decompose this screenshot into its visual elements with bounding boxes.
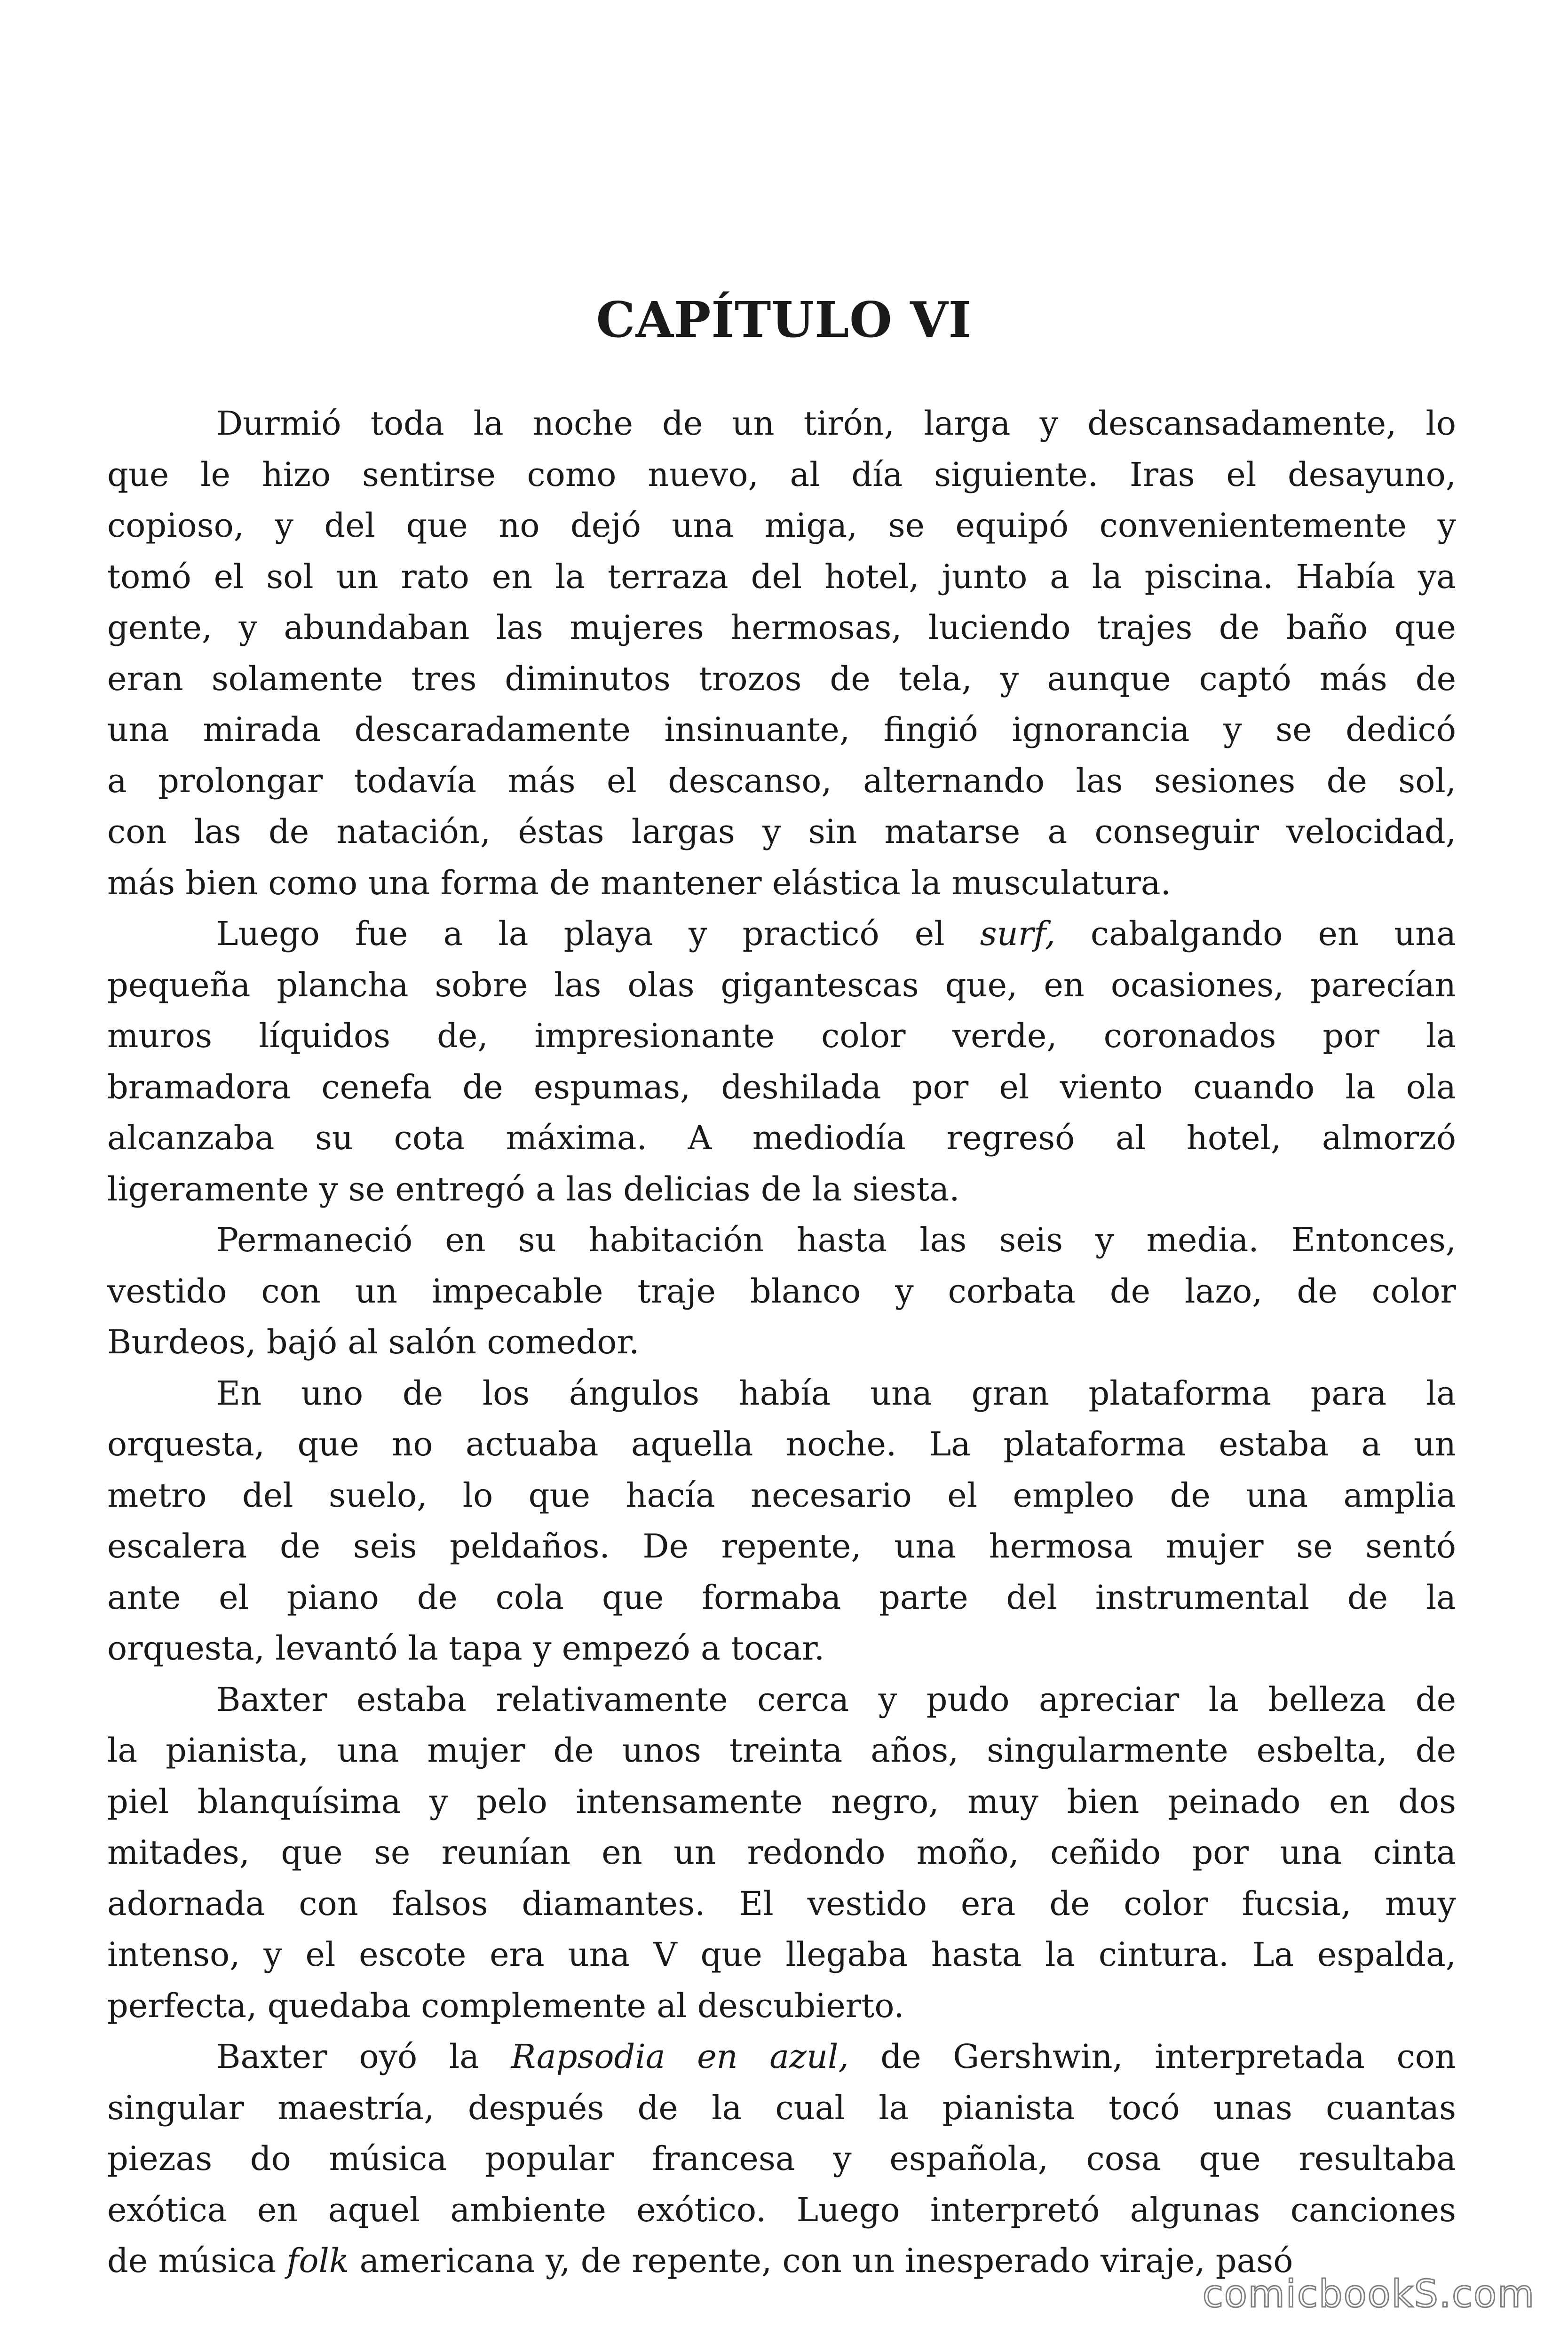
chapter-title: CAPÍTULO VI — [596, 291, 972, 349]
text-segment: piezas do música popular francesa y española, cosa que resultaba — [107, 2139, 1456, 2178]
text-line — [107, 449, 1456, 501]
text-line — [107, 602, 1456, 653]
text-segment: escalera de seis peldaños. De repente, una hermosa mujer se sentó — [107, 1527, 1456, 1565]
text-segment: Permaneció en su habitación hasta las seis y media. Entonces, — [216, 1221, 1456, 1259]
text-segment: eran solamente tres diminutos trozos de tela, y aunque captó más de — [107, 659, 1456, 698]
text-line — [107, 1521, 1456, 1572]
text-line — [107, 1368, 1456, 1419]
italic-text: folk — [286, 2241, 349, 2280]
text-segment: pequeña plancha sobre las olas gigantescas que, en ocasiones, parecían — [107, 965, 1456, 1004]
text-line — [107, 1215, 1456, 1266]
text-line — [107, 1419, 1456, 1470]
text-line — [107, 806, 1456, 858]
watermark-logo: comicbookS.com — [1202, 2272, 1535, 2316]
text-segment: perfecta, quedaba complemente al descubierto. — [107, 1986, 904, 2025]
text-segment: bramadora cenefa de espumas, deshilada por el viento cuando la ola — [107, 1067, 1456, 1106]
paragraph — [107, 1674, 1456, 2032]
text-line — [107, 1317, 1456, 1368]
paragraph — [107, 2031, 1456, 2287]
text-segment: alcanzaba su cota máxima. A mediodía regresó al hotel, almorzó — [107, 1119, 1456, 1157]
text-segment: gente, y abundaban las mujeres hermosas, luciendo trajes de baño que — [107, 608, 1456, 647]
text-line — [107, 1776, 1456, 1828]
text-line — [107, 1929, 1456, 1980]
text-segment: de música — [107, 2241, 287, 2280]
text-line — [107, 1470, 1456, 1521]
paragraph — [107, 1368, 1456, 1674]
text-segment: una mirada descaradamente insinuante, fingió ignorancia y se dedicó — [107, 710, 1456, 749]
text-segment: orquesta, levantó la tapa y empezó a tocar. — [107, 1629, 825, 1668]
paragraph — [107, 1215, 1456, 1368]
text-line — [107, 1164, 1456, 1215]
text-line — [107, 398, 1456, 449]
text-line — [107, 908, 1456, 960]
text-segment: exótica en aquel ambiente exótico. Luego interpretó algunas canciones — [107, 2190, 1456, 2229]
text-segment: intenso, y el escote era una V que llegaba hasta la cintura. La espalda, — [107, 1935, 1456, 1974]
text-segment: tomó el sol un rato en la terraza del hotel, junto a la piscina. Había ya — [107, 557, 1456, 596]
text-line — [107, 1062, 1456, 1113]
text-segment: cabalgando en una — [1055, 914, 1456, 953]
text-segment: Baxter estaba relativamente cerca y pudo apreciar la belleza de — [216, 1680, 1456, 1719]
text-line — [107, 653, 1456, 705]
text-segment: copioso, y del que no dejó una miga, se equipó convenientemente y — [107, 506, 1456, 545]
text-segment: adornada con falsos diamantes. El vestido era de color fucsia, muy — [107, 1884, 1456, 1923]
chapter-body — [107, 398, 1456, 2287]
text-segment: piel blanquísima y pelo intensamente negro, muy bien peinado en dos — [107, 1782, 1456, 1821]
text-segment: Baxter oyó la — [216, 2037, 511, 2076]
text-line — [107, 1725, 1456, 1776]
text-segment: mitades, que se reunían en un redondo moño, ceñido por una cinta — [107, 1833, 1456, 1872]
italic-text: Rapsodia en azul, — [511, 2037, 849, 2076]
text-line — [107, 1623, 1456, 1674]
text-segment: metro del suelo, lo que hacía necesario el empleo de una amplia — [107, 1476, 1456, 1515]
text-segment: de Gershwin, interpretada con — [848, 2037, 1456, 2076]
text-line — [107, 704, 1456, 755]
text-line — [107, 755, 1456, 807]
text-segment: con las de natación, éstas largas y sin matarse a conseguir velocidad, — [107, 812, 1456, 851]
text-line — [107, 1010, 1456, 1062]
text-segment: Burdeos, bajó al salón comedor. — [107, 1323, 640, 1361]
text-line — [107, 500, 1456, 551]
text-segment: orquesta, que no actuaba aquella noche. La plataforma estaba a un — [107, 1425, 1456, 1463]
italic-text: surf, — [980, 914, 1055, 953]
text-segment: Luego fue a la playa y practicó el — [216, 914, 980, 953]
text-segment: la pianista, una mujer de unos treinta años, singularmente esbelta, de — [107, 1731, 1456, 1770]
text-segment: que le hizo sentirse como nuevo, al día siguiente. Iras el desayuno, — [107, 455, 1456, 494]
text-line — [107, 2082, 1456, 2134]
text-line — [107, 1572, 1456, 1623]
text-segment: ante el piano de cola que formaba parte del instrumental de la — [107, 1578, 1456, 1617]
text-line — [107, 1980, 1456, 2032]
text-segment: singular maestría, después de la cual la pianista tocó unas cuantas — [107, 2088, 1456, 2127]
text-line — [107, 960, 1456, 1011]
text-line — [107, 2031, 1456, 2082]
paragraph — [107, 398, 1456, 908]
text-segment: más bien como una forma de mantener elástica la musculatura. — [107, 863, 1171, 902]
text-line — [107, 1112, 1456, 1164]
text-line — [107, 2133, 1456, 2185]
paragraph — [107, 908, 1456, 1215]
text-line — [107, 858, 1456, 909]
text-line — [107, 1266, 1456, 1317]
text-segment: muros líquidos de, impresionante color verde, coronados por la — [107, 1017, 1456, 1055]
text-segment: En uno de los ángulos había una gran plataforma para la — [216, 1374, 1456, 1413]
text-segment: Durmió toda la noche de un tirón, larga y descansadamente, lo — [216, 404, 1456, 443]
text-segment: americana y, de repente, con un inesperado viraje, pasó — [349, 2241, 1293, 2280]
text-line — [107, 2185, 1456, 2236]
text-segment: vestido con un impecable traje blanco y corbata de lazo, de color — [107, 1271, 1456, 1311]
text-segment: ligeramente y se entregó a las delicias de la siesta. — [107, 1169, 960, 1208]
text-line — [107, 1827, 1456, 1878]
text-segment: a prolongar todavía más el descanso, alternando las sesiones de sol, — [107, 761, 1456, 800]
text-line — [107, 551, 1456, 603]
text-line — [107, 1674, 1456, 1725]
text-line — [107, 1878, 1456, 1930]
